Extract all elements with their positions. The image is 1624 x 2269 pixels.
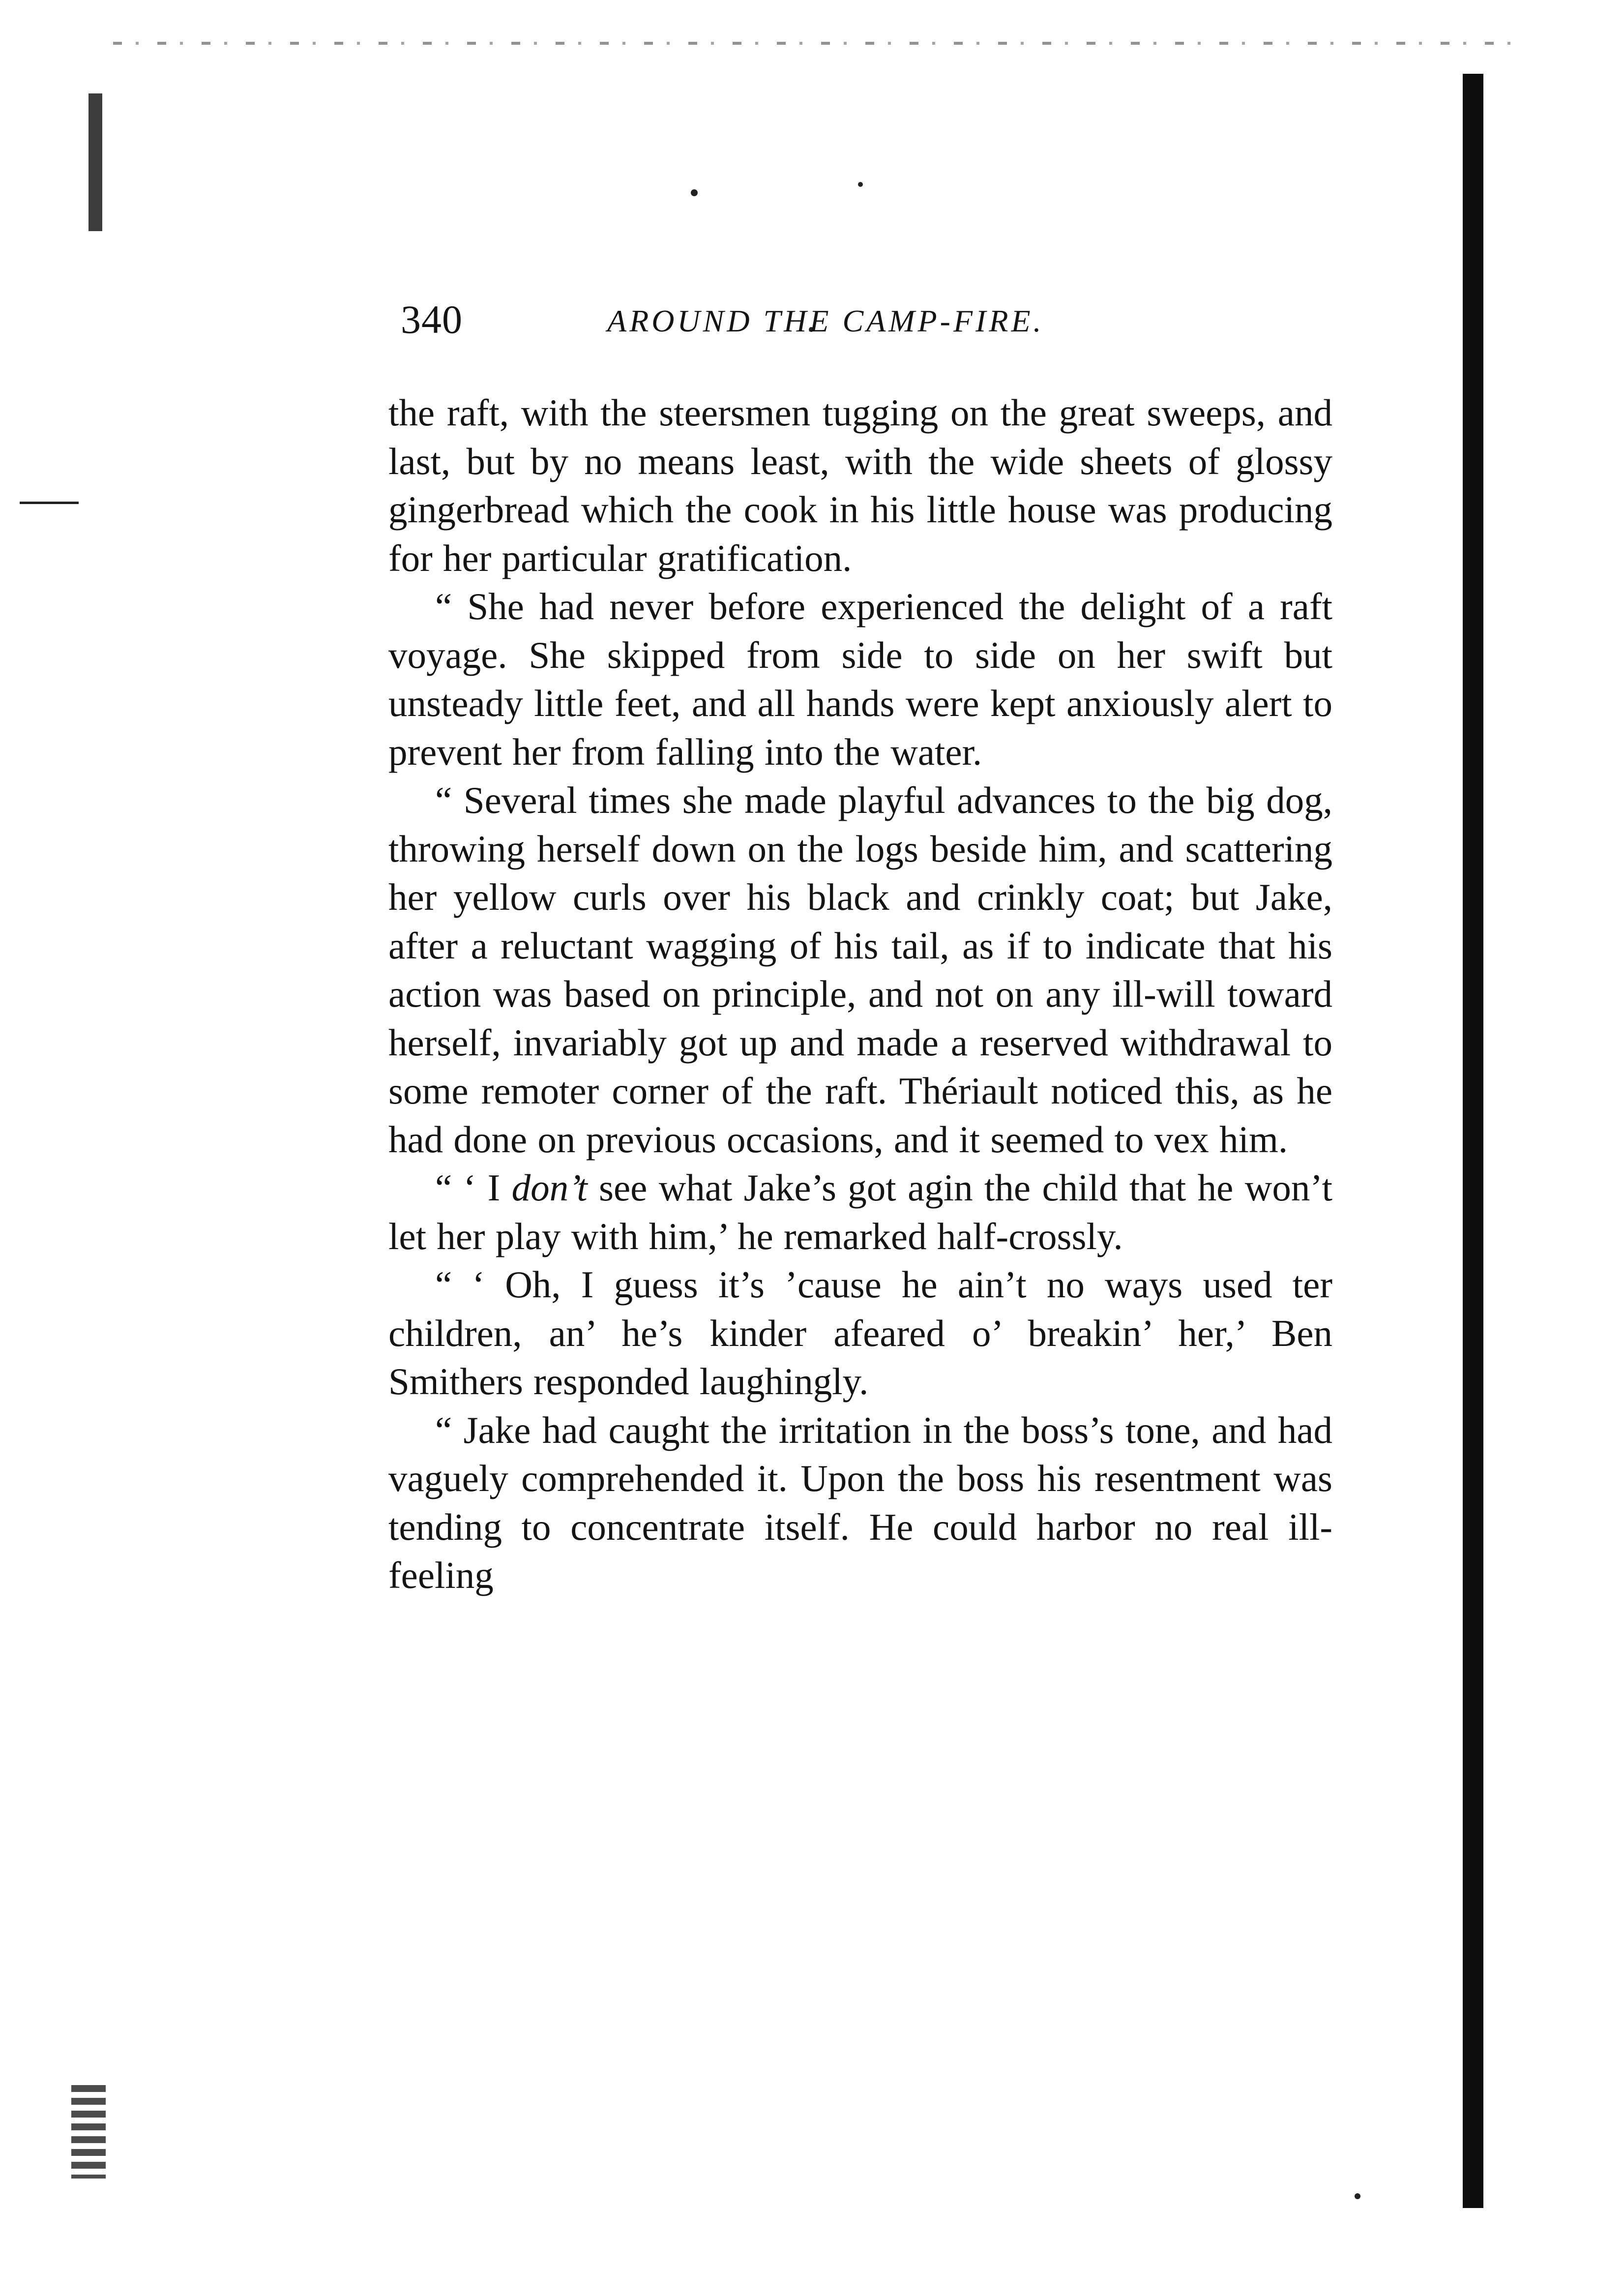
scan-speck	[691, 189, 698, 196]
paragraph-text: “ ‘ I	[435, 1166, 512, 1209]
scan-speck	[858, 182, 863, 187]
paragraph: the raft, with the steersmen tugging on the great sweeps, and last, but by no means least, with the wide sheets of glossy gingerbread which the cook in his little house was producing for her particular gratification.	[388, 391, 1332, 579]
scan-binding-mark	[89, 93, 102, 231]
running-head	[401, 293, 1433, 347]
paragraph	[388, 1164, 1332, 1260]
page-number: 340	[401, 297, 463, 342]
scan-margin-dash	[20, 502, 79, 504]
paragraph: “ ‘ Oh, I guess it’s ’cause he ain’t no ways used ter children, an’ he’s kinder afeared o’ breakin’ her,’ Ben Smithers responded laughingly.	[388, 1263, 1332, 1403]
paragraph: “ Jake had caught the irritation in the boss’s tone, and had vaguely comprehended it. Upon the boss his resentment was tending to concentrate itself. He could harbor no real ill-feeling	[388, 1408, 1332, 1596]
paragraph: “ Several times she made playful advances to the big dog, throwing herself down on the logs beside him, and scattering her yellow curls over his black and crinkly coat; but Jake, after a reluctant wagging of his tail, as if to indicate that his action was based on principle, and not on any ill-will toward herself, invariably got up and made a reserved withdrawal to some remoter corner of the raft. Thériault noticed this, as he had done on previous occasions, and it seemed to vex him.	[388, 779, 1332, 1161]
emphasized-word: don’t	[511, 1166, 588, 1209]
scan-top-border	[113, 42, 1529, 45]
scan-speck	[1355, 2193, 1360, 2199]
paragraph-text: see what Jake’s got agin the child that he won’t let her play with him,’ he remarked half-crossly.	[388, 1166, 1332, 1257]
paragraph: “ She had never before experienced the delight of a raft voyage. She skipped from side to side on her swift but unsteady little feet, and all hands were kept anxiously alert to prevent her from falling into the water.	[388, 585, 1332, 773]
text-body	[388, 388, 1332, 1600]
scan-page-edge	[1463, 74, 1483, 2208]
scan-binding-mark-bottom	[71, 2085, 106, 2179]
running-title: AROUND THE CAMP-FIRE.	[607, 303, 1044, 338]
